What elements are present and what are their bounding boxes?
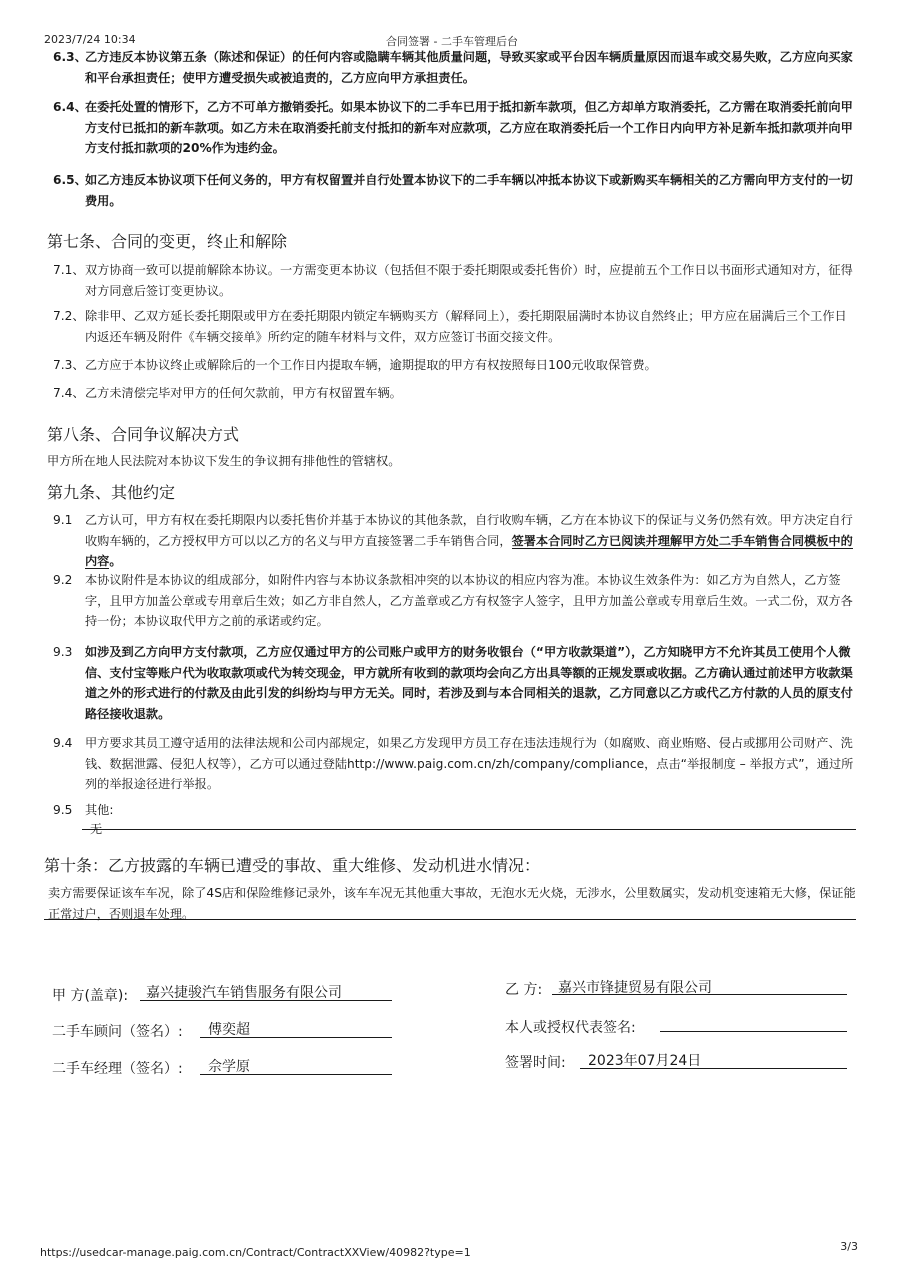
party-a-underline [140, 1000, 392, 1001]
sign-time-value: 2023年07月24日 [588, 1053, 702, 1069]
print-datetime: 2023/7/24 10:34 [44, 33, 136, 46]
clause-6-4 [53, 97, 857, 159]
clause-9-1 [53, 510, 857, 572]
clause-number: 9.5 [53, 803, 73, 817]
clause-number: 7.2、 [53, 309, 85, 323]
clause-tail: 。 [109, 554, 122, 568]
clause-number: 9.4 [53, 736, 73, 750]
clause-text: 乙方违反本协议第五条（陈述和保证）的任何内容或隐瞒车辆其他质量问题，导致买家或平台因车辆质量原因而退车或交易失败，乙方应向买家和平台承担责任；使甲方遭受损失或被追责的，乙方应向甲方承担责任。 [85, 50, 853, 85]
sign-time-underline [580, 1068, 847, 1069]
manager-signature: 佘学原 [208, 1059, 250, 1075]
representative-label: 本人或授权代表签名: [505, 1020, 636, 1036]
clause-label: 其他: [85, 803, 114, 817]
clause-number: 7.4、 [53, 386, 85, 400]
clause-number: 9.2 [53, 573, 73, 587]
clause-text: 甲方要求其员工遵守适用的法律法规和公司内部规定，如果乙方发现甲方员工存在违法违规行为（如腐败、商业贿赂、侵占或挪用公司财产、洗钱、数据泄露、侵犯人权等），乙方可以通过登陆http://www.paig.com.cn/zh/company/compliance，点击“举报制度 – 举报方式”，通过所列的举报途径进行举报。 [85, 736, 854, 791]
other-terms-value: 无 [90, 822, 103, 836]
clause-text: 乙方认可，甲方有权在委托期限内以委托售价并基于本协议的其他条款，自行收购车辆，乙方在本协议下的保证与义务仍然有效。甲方决定自行收购车辆的，乙方授权甲方可以以乙方的名义与甲方直接签署二手车销售合同， [85, 513, 853, 548]
clause-text: 双方协商一致可以提前解除本协议。一方需变更本协议（包括但不限于委托期限或委托售价）时，应提前五个工作日以书面形式通知对方，征得对方同意后签订变更协议。 [85, 263, 853, 298]
clause-number: 9.3 [53, 645, 73, 659]
clause-number: 6.5、 [53, 173, 87, 187]
clause-text: 在委托处置的情形下，乙方不可单方撤销委托。如果本协议下的二手车已用于抵扣新车款项，但乙方却单方取消委托，乙方需在取消委托前向甲方支付已抵扣的新车款项。如乙方未在取消委托前支付抵扣的新车对应款项，乙方应在取消委托后一个工作日内向甲方补足新车抵扣款项并向甲方支付抵扣款项的20%作为违约金。 [85, 100, 853, 155]
clause-text: 除非甲、乙双方延长委托期限或甲方在委托期限内锁定车辆购买方（解释同上），委托期限届满时本协议自然终止；甲方应在届满后三个工作日内返还车辆及附件《车辆交接单》所约定的随车材料与文件，双方应签订书面交接文件。 [85, 309, 847, 344]
clause-9-3 [53, 642, 857, 724]
clause-number: 6.4、 [53, 100, 87, 114]
party-b-value: 嘉兴市锋捷贸易有限公司 [558, 980, 712, 996]
clause-number: 7.3、 [53, 358, 85, 372]
clause-number: 6.3、 [53, 50, 87, 64]
clause-text: 本协议附件是本协议的组成部分，如附件内容与本协议条款相冲突的以本协议的相应内容为准。本协议生效条件为：如乙方为自然人，乙方签字，且甲方加盖公章或专用章后生效；如乙方非自然人，乙方盖章或乙方有权签字人签字，且甲方加盖公章或专用章后生效。一式二份，双方各持一份；本协议取代甲方之前的承诺或约定。 [85, 573, 853, 628]
party-b-label: 乙 方: [505, 982, 543, 998]
section-10-heading: 第十条：乙方披露的车辆已遭受的事故、重大维修、发动机进水情况： [44, 856, 541, 875]
clause-text: 乙方未清偿完毕对甲方的任何欠款前，甲方有权留置车辆。 [85, 386, 402, 400]
clause-6-5 [53, 170, 857, 211]
clause-7-4 [53, 383, 857, 404]
manager-underline [200, 1074, 392, 1075]
other-terms-underline [82, 829, 856, 830]
advisor-signature: 傅奕超 [208, 1022, 250, 1038]
print-page-number: 3/3 [840, 1240, 858, 1253]
advisor-label: 二手车顾问（签名）: [52, 1024, 183, 1040]
clause-7-1 [53, 260, 857, 301]
representative-underline [660, 1031, 847, 1032]
print-url: https://usedcar-manage.paig.com.cn/Contract/ContractXXView/40982?type=1 [40, 1246, 471, 1259]
clause-text: 乙方应于本协议终止或解除后的一个工作日内提取车辆，逾期提取的甲方有权按照每日100元收取保管费。 [85, 358, 657, 372]
section-8-text: 甲方所在地人民法院对本协议下发生的争议拥有排他性的管辖权。 [47, 454, 401, 468]
clause-number: 9.1 [53, 513, 73, 527]
section-10-underline [44, 919, 856, 920]
manager-label: 二手车经理（签名）: [52, 1061, 183, 1077]
party-b-underline [552, 994, 847, 995]
party-a-label: 甲 方(盖章): [52, 988, 129, 1004]
clause-emphasis: 签署本合同时乙方已阅读并理解甲方处二手车销售合同模板中的内容 [85, 533, 853, 568]
advisor-underline [200, 1037, 392, 1038]
clause-number: 7.1、 [53, 263, 85, 277]
clause-text: 如涉及到乙方向甲方支付款项，乙方应仅通过甲方的公司账户或甲方的财务收银台（“甲方收款渠道”），乙方知晓甲方不允许其员工使用个人微信、支付宝等账户代为收取款项或代为转交现金，甲方就所有收到的款项均会向乙方出具等额的正规发票或收据。乙方确认通过前述甲方收款渠道之外的形式进行的付款及由此引发的纠纷均与甲方无关。同时，若涉及到与本合同相关的退款，乙方同意以乙方或代乙方付款的人员的原支付路径接收退款。 [85, 645, 853, 721]
party-a-value: 嘉兴捷骏汽车销售服务有限公司 [146, 985, 342, 1001]
clause-text: 如乙方违反本协议项下任何义务的，甲方有权留置并自行处置本协议下的二手车辆以冲抵本协议下或新购买车辆相关的乙方需向甲方支付的一切费用。 [85, 173, 853, 208]
sign-time-label: 签署时间: [505, 1055, 566, 1071]
section-10-text: 卖方需要保证该车车况，除了4S店和保险维修记录外，该车车况无其他重大事故，无泡水无火烧，无涉水，公里数属实，发动机变速箱无大修，保证能正常过户，否则退车处理。 [48, 886, 856, 921]
print-page-title: 合同签署 - 二手车管理后台 [386, 35, 518, 48]
section-7-heading: 第七条、合同的变更，终止和解除 [47, 232, 288, 251]
clause-9-2 [53, 570, 857, 632]
clause-6-3 [53, 47, 857, 88]
section-8-heading: 第八条、合同争议解决方式 [47, 425, 240, 444]
section-9-heading: 第九条、其他约定 [47, 483, 176, 502]
clause-9-4 [53, 733, 857, 795]
clause-7-2 [53, 306, 857, 347]
clause-9-5 [53, 800, 857, 821]
clause-7-3 [53, 355, 857, 376]
